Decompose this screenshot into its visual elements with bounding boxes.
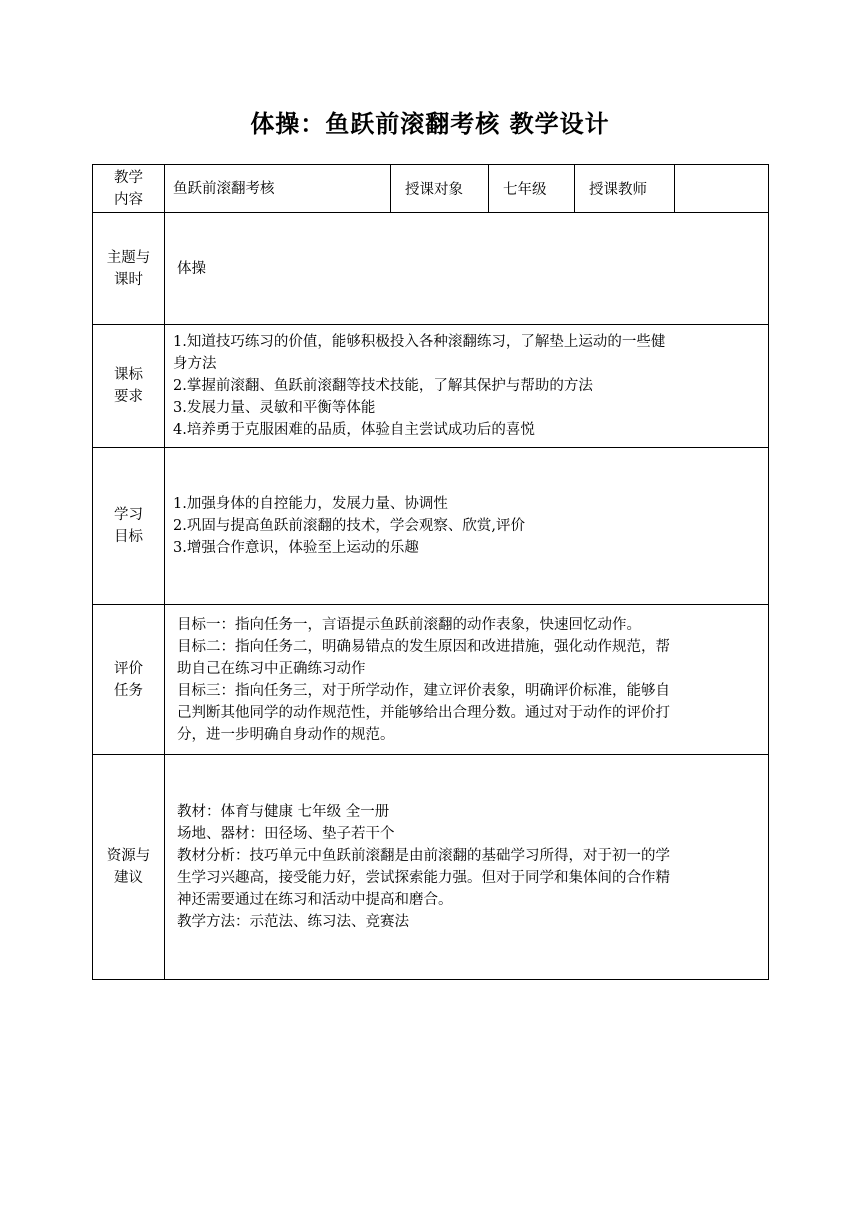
teacher-label: 授课教师 (575, 165, 675, 213)
lesson-plan-table (92, 164, 769, 980)
document-title: 体操：鱼跃前滚翻考核 教学设计 (250, 109, 610, 138)
assessment-tasks-text: 目标一：指向任务一，言语提示鱼跃前滚翻的动作表象，快速回忆动作。 目标二：指向任务二，明确易错点的发生原因和改进措施，强化动作规范，帮 助自己在练习中正确练习动作 目标三：指向任务三，对于所学动作，建立评价表象，明确评价标准，能够自 己判断其他同学的动作规范性，并能够给出合理分数。通过对于动作的评价打 分，进一步明确自身动作的规范。 (165, 605, 769, 755)
resources-suggestions-text: 教材：体育与健康 七年级 全一册 场地、器材：田径场、垫子若干个 教材分析：技巧单元中鱼跃前滚翻是由前滚翻的基础学习所得，对于初一的学 生学习兴趣高，接受能力好，尝试探索能力强。但对于同学和集体间的合作精 神还需要通过在练习和活动中提高和磨合。 教学方法：示范法、练习法、竞赛法 (165, 755, 769, 980)
learning-objectives-text: 1.加强身体的自控能力，发展力量、协调性 2.巩固与提高鱼跃前滚翻的技术，学会观察、欣赏,评价 3.增强合作意识，体验至上运动的乐趣 (165, 448, 769, 605)
row-curriculum-requirements (93, 325, 769, 448)
row-learning-objectives (93, 448, 769, 605)
theme-period-value: 体操 (165, 213, 769, 325)
teacher-value (675, 165, 769, 213)
row-theme-period (93, 213, 769, 325)
curriculum-requirements-text: 1.知道技巧练习的价值，能够积极投入各种滚翻练习，了解垫上运动的一些健 身方法 2.掌握前滚翻、鱼跃前滚翻等技术技能，了解其保护与帮助的方法 3.发展力量、灵敏和平衡等体能 4.培养勇于克服困难的品质，体验自主尝试成功后的喜悦 (165, 325, 769, 448)
label-theme-period: 主题与 课时 (93, 213, 165, 325)
label-resources-suggestions: 资源与 建议 (93, 755, 165, 980)
row-assessment-tasks (93, 605, 769, 755)
label-teaching-content: 教学 内容 (93, 165, 165, 213)
teaching-content-value: 鱼跃前滚翻考核 (165, 165, 391, 213)
label-learning-objectives: 学习 目标 (93, 448, 165, 605)
row-teaching-content (93, 165, 769, 213)
row-resources-suggestions (93, 755, 769, 980)
label-assessment-tasks: 评价 任务 (93, 605, 165, 755)
label-curriculum-requirements: 课标 要求 (93, 325, 165, 448)
audience-value: 七年级 (489, 165, 575, 213)
audience-label: 授课对象 (391, 165, 489, 213)
